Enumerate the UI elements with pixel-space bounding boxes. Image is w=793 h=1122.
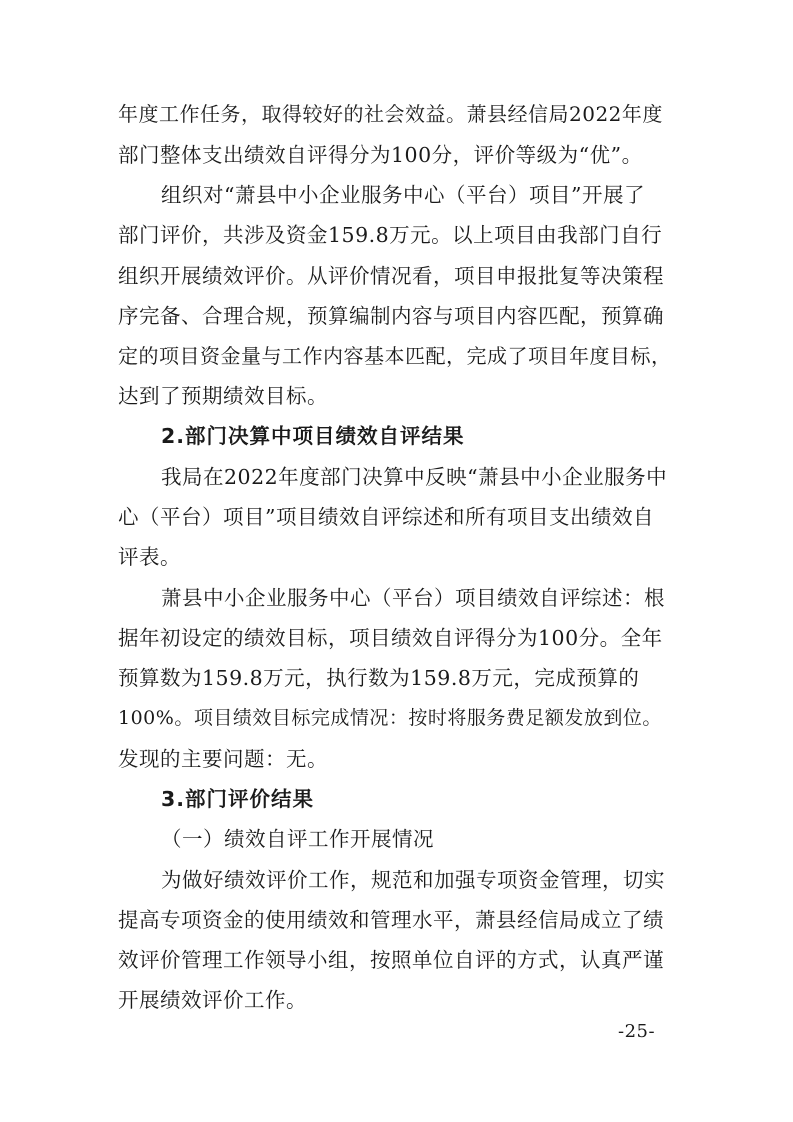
paragraph-4-line-3: 预算数为159.8万元，执行数为159.8万元，完成预算的 [118,666,640,690]
paragraph-2-line-5: 定的项目资金量与工作内容基本匹配，完成了项目年度目标， [118,344,672,368]
paragraph-5-line-1: 为做好绩效评价工作，规范和加强专项资金管理，切实 [161,868,665,892]
paragraph-2-line-1: 组织对“萧县中小企业服务中心（平台）项目”开展了 [161,183,645,207]
paragraph-1-line-2: 部门整体支出绩效自评得分为100分，评价等级为“优”。 [118,143,643,167]
paragraph-5-line-4: 开展绩效评价工作。 [118,988,307,1012]
paragraph-2-line-4: 序完备、合理合规，预算编制内容与项目内容匹配，预算确 [118,304,664,328]
paragraph-4-line-2: 据年初设定的绩效目标，项目绩效自评得分为100分。全年 [118,626,663,650]
paragraph-2-line-2: 部门评价，共涉及资金159.8万元。以上项目由我部门自行 [118,223,663,247]
paragraph-2-line-6: 达到了预期绩效目标。 [118,384,328,408]
subheading-1: （一）绩效自评工作开展情况 [161,827,434,851]
paragraph-4-line-5: 发现的主要问题：无。 [118,747,328,771]
paragraph-3-line-2: 心（平台）项目”项目绩效自评综述和所有项目支出绩效自 [118,505,654,529]
paragraph-5-line-3: 效评价管理工作领导小组，按照单位自评的方式，认真严谨 [118,948,664,972]
paragraph-2-line-3: 组织开展绩效评价。从评价情况看，项目申报批复等决策程 [118,264,664,288]
section-heading-2: 2.部门决算中项目绩效自评结果 [161,424,465,448]
section-heading-3: 3.部门评价结果 [161,787,315,811]
paragraph-3-line-1: 我局在2022年度部门决算中反映“萧县中小企业服务中 [161,465,668,489]
paragraph-4-line-1: 萧县中小企业服务中心（平台）项目绩效自评综述：根 [161,586,665,610]
paragraph-5-line-2: 提高专项资金的使用绩效和管理水平，萧县经信局成立了绩 [118,908,664,932]
page-number: -25- [618,1021,656,1042]
paragraph-3-line-3: 评表。 [118,545,181,569]
paragraph-4-line-4: 100%。项目绩效目标完成情况：按时将服务费足额发放到位。 [118,707,662,729]
paragraph-1-line-1: 年度工作任务，取得较好的社会效益。萧县经信局2022年度 [118,102,663,126]
